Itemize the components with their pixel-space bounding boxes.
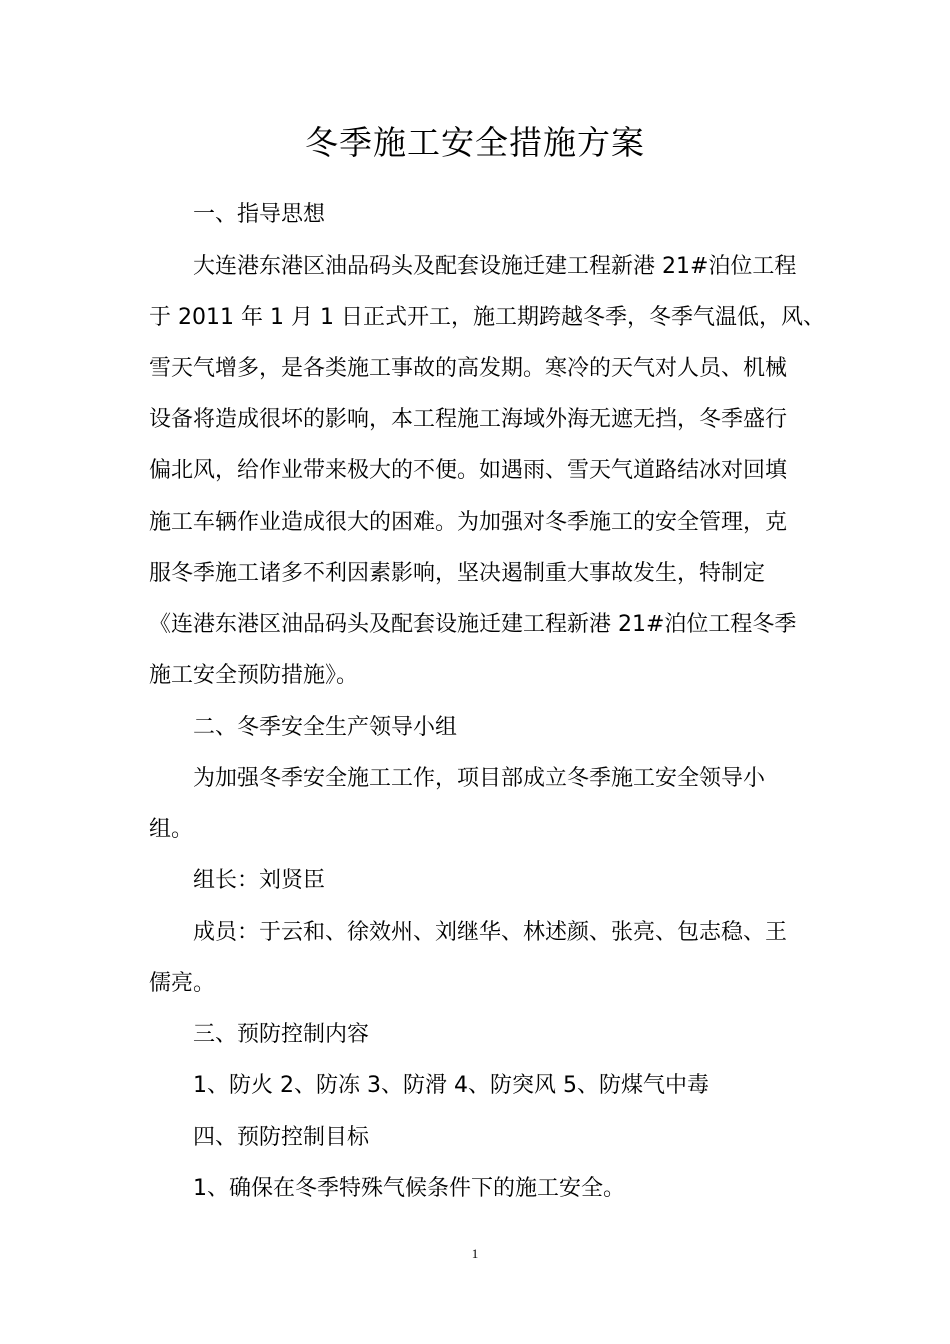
paragraph-line: 于 2011 年 1 月 1 日正式开工，施工期跨越冬季，冬季气温低，风、	[149, 305, 825, 330]
paragraph-line: 设备将造成很坏的影响，本工程施工海域外海无遮无挡，冬季盛行	[149, 407, 788, 432]
page-number: 1	[471, 1246, 479, 1261]
paragraph-line: 服冬季施工诸多不利因素影响，坚决遏制重大事故发生，特制定	[149, 561, 766, 586]
document-title: 冬季施工安全措施方案	[305, 123, 645, 162]
paragraph-line: 施工安全预防措施》。	[149, 663, 359, 688]
section-heading-prevention-targets: 四、预防控制目标	[193, 1125, 370, 1150]
group-members-line: 成员：于云和、徐效州、刘继华、林述颜、张亮、包志稳、王	[193, 920, 788, 945]
paragraph-line: 为加强冬季安全施工工作，项目部成立冬季施工安全领导小	[193, 766, 766, 791]
group-members-line: 儒亮。	[149, 971, 216, 996]
target-item-line: 1、确保在冬季特殊气候条件下的施工安全。	[193, 1176, 625, 1201]
paragraph-line: 组。	[149, 817, 194, 842]
paragraph-line: 雪天气增多，是各类施工事故的高发期。寒冷的天气对人员、机械	[149, 356, 788, 381]
prevention-items-line: 1、防火 2、防冻 3、防滑 4、防突风 5、防煤气中毒	[193, 1073, 709, 1098]
paragraph-line: 施工车辆作业造成很大的困难。为加强对冬季施工的安全管理，克	[149, 510, 788, 535]
group-leader-line: 组长：刘贤臣	[193, 868, 326, 893]
paragraph-line: 《连港东港区油品码头及配套设施迁建工程新港 21#泊位工程冬季	[149, 612, 797, 637]
paragraph-line: 偏北风，给作业带来极大的不便。如遇雨、雪天气道路结冰对回填	[149, 458, 788, 483]
section-heading-leadership-group: 二、冬季安全生产领导小组	[193, 715, 458, 740]
section-heading-prevention-content: 三、预防控制内容	[193, 1022, 370, 1047]
section-heading-guiding-ideology: 一、指导思想	[193, 202, 326, 227]
paragraph-line: 大连港东港区油品码头及配套设施迁建工程新港 21#泊位工程	[193, 254, 797, 279]
